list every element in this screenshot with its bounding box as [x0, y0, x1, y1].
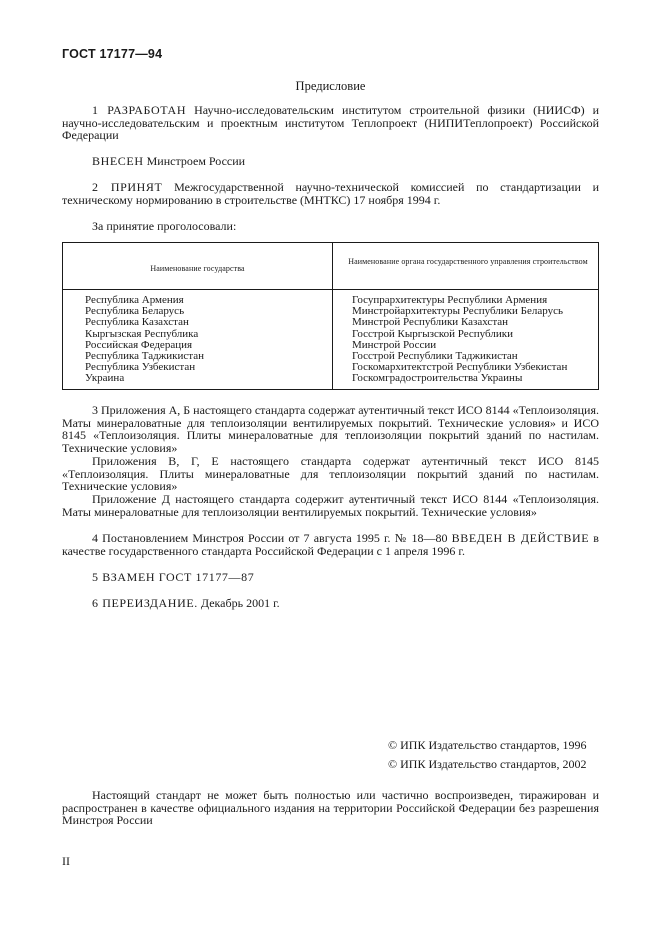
adopted-label: 2 ПРИНЯТ: [92, 180, 163, 194]
vote-intro: За принятие проголосовали:: [92, 219, 237, 233]
paragraph-adopted: [62, 181, 599, 206]
table-header-divider: [63, 289, 598, 290]
enacted-label: ВВЕДЕН В ДЕЙСТВИЕ: [451, 531, 590, 545]
table-cell-state: Российская Федерация: [85, 338, 193, 351]
paragraph-enacted: [62, 532, 599, 557]
paragraph-introduced: [62, 155, 599, 168]
table-cell-body: Госкомархитектстрой Республики Узбекистан: [352, 361, 568, 374]
copyright-2002: © ИПК Издательство стандартов, 2002: [388, 757, 587, 771]
enacted-text-2: в качестве государственного стандарта Российской Федерации с 1 апреля 1996 г.: [62, 531, 599, 558]
table-header-body: Наименование органа государственного управления строительством: [348, 257, 588, 266]
reissue-label: 6 ПЕРЕИЗДАНИЕ.: [92, 596, 198, 610]
introduced-text: Минстроем России: [143, 154, 246, 168]
voting-table: [62, 242, 599, 390]
table-column-divider: [332, 243, 333, 389]
paragraph-appendices-ab: 3 Приложения А, Б настоящего стандарта содержат аутентичный текст ИСО 8144 «Теплоизоляция. Маты минераловатные для теплоизоляции вентилируемых покрытий. Технические условия» и ИСО 8145 «Теплоизоляция. Плиты минераловатные для теплоизоляции покрытий зданий по настилам. Технические условия»: [62, 403, 599, 455]
copyright-1996: © ИПК Издательство стандартов, 1996: [388, 738, 587, 752]
table-header-state: Наименование государства: [150, 264, 245, 273]
reproduction-notice: Настоящий стандарт не может быть полностью или частично воспроизведен, тиражирован и распространен в качестве официального издания на территории Российской Федерации без разрешения Минстроя России: [62, 788, 599, 828]
table-cell-body: Минстрой России: [352, 338, 437, 351]
table-cell-state: Республика Таджикистан: [85, 350, 204, 363]
table-cell-body: Госупрархитектуры Республики Армения: [352, 294, 548, 306]
table-cell-state: Украина: [85, 372, 125, 385]
paragraph-appendix-d: Приложение Д настоящего стандарта содержит аутентичный текст ИСО 8144 «Теплоизоляция. Маты минераловатные для теплоизоляции вентилируемых покрытий. Технические условия»: [62, 492, 599, 519]
table-column-bodies: [352, 295, 597, 385]
table-cell-body: Минстрой Республики Казахстан: [352, 316, 509, 329]
developed-text: Научно-исследовательским институтом строительной физики (НИИСФ) и научно-исследовательским и проектным институтом Теплопроект (НИПИТеплопроект) Российской Федерации: [62, 103, 600, 143]
foreword-title: Предисловие: [295, 79, 366, 93]
table-column-states: [85, 295, 325, 385]
adopted-text: Межгосударственной научно-технической комиссией по стандартизации и техническому нормированию в строительстве (МНТКС) 17 ноября 1994 г.: [62, 180, 599, 207]
table-cell-state: Республика Узбекистан: [85, 361, 196, 374]
developed-label: 1 РАЗРАБОТАН: [92, 103, 187, 117]
table-cell-state: Кыргызская Республика: [85, 327, 199, 340]
enacted-text: 4 Постановлением Минстроя России от 7 августа 1995 г. № 18—80: [92, 531, 452, 545]
table-cell-state: Республика Армения: [85, 294, 184, 306]
paragraph-developed: [62, 104, 599, 142]
table-cell-body: Госстрой Кыргызской Республики: [352, 327, 513, 340]
paragraph-reissue: [62, 597, 599, 610]
introduced-label: ВНЕСЕН: [92, 154, 144, 168]
table-cell-state: Республика Беларусь: [85, 305, 185, 318]
table-cell-body: Минстройархитектуры Республики Беларусь: [352, 305, 563, 318]
table-cell-state: Республика Казахстан: [85, 316, 189, 329]
table-cell-body: Госстрой Республики Таджикистан: [352, 350, 518, 363]
paragraph-replaces: 5 ВЗАМЕН ГОСТ 17177—87: [92, 570, 255, 584]
paragraph-appendices-vge: Приложения В, Г, Е настоящего стандарта содержат аутентичный текст ИСО 8145 «Теплоизоляция. Плиты минераловатные для теплоизоляции покрытий зданий по настилам. Технические условия»: [62, 454, 599, 494]
reissue-text: Декабрь 2001 г.: [197, 596, 280, 610]
page-number: II: [62, 854, 70, 868]
standard-code: ГОСТ 17177—94: [62, 47, 163, 61]
table-cell-body: Госкомградостроительства Украины: [352, 372, 523, 385]
